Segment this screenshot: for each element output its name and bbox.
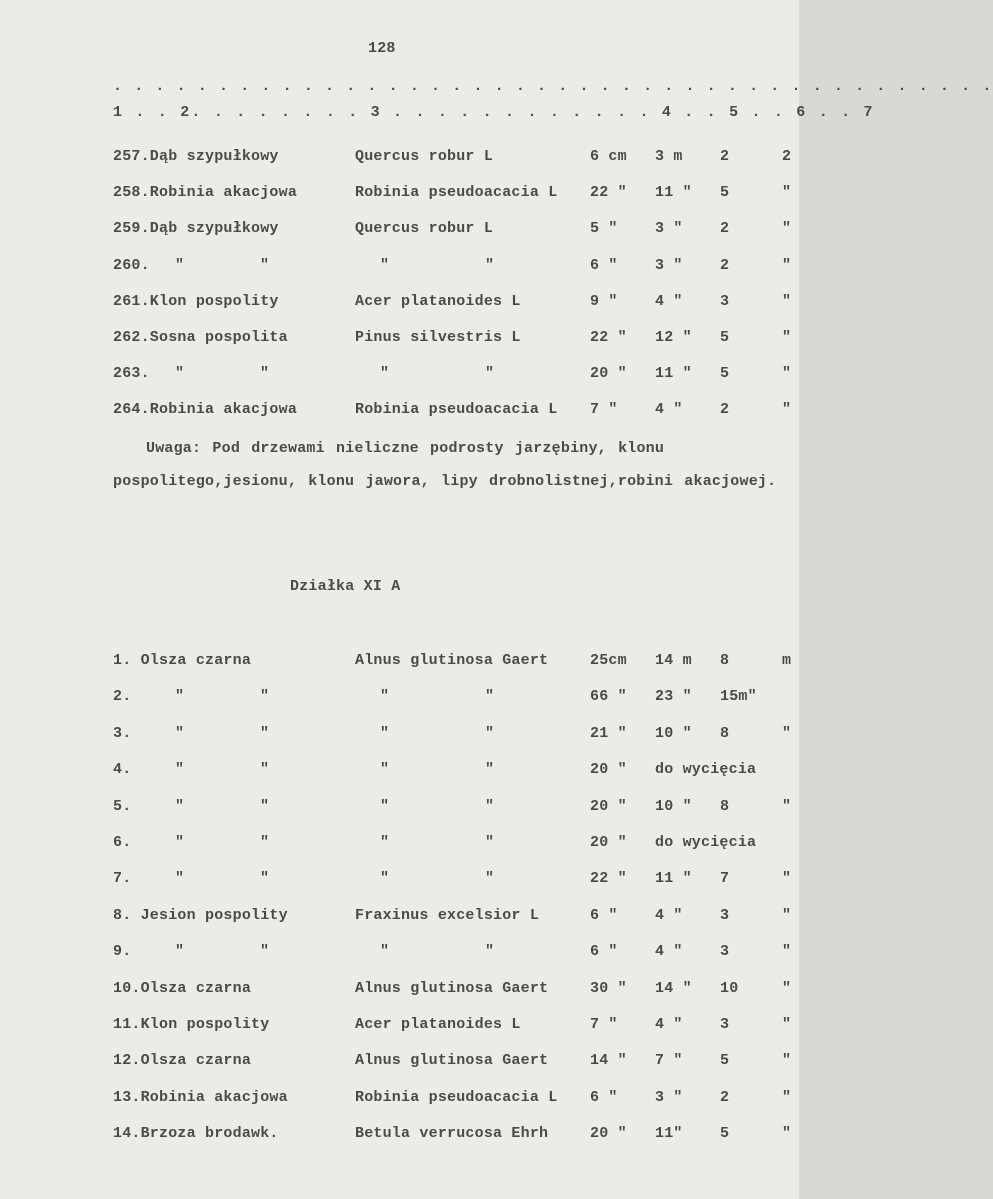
ditto-mark: ": [260, 870, 270, 888]
diameter: 20 ": [590, 834, 627, 851]
unit: ": [782, 724, 792, 742]
unit: ": [782, 870, 792, 888]
height: 4 ": [655, 401, 683, 419]
ditto-mark: ": [175, 365, 185, 383]
unit: ": [782, 797, 792, 815]
table-row: [0, 257, 799, 277]
latin-name: Robinia pseudoacacia L: [355, 401, 558, 419]
tree-name: 9.: [113, 943, 132, 961]
diameter: 25cm: [590, 652, 627, 669]
table-row: [0, 184, 799, 204]
ditto-mark: ": [380, 724, 390, 742]
tree-name: 258.Robinia akacjowa: [113, 184, 298, 202]
crown: 5: [720, 184, 730, 202]
height: 3 ": [655, 256, 683, 274]
tree-name: 2.: [113, 688, 132, 706]
ditto-mark: ": [380, 688, 390, 706]
height: 14 m: [655, 652, 692, 669]
table-row: [0, 725, 799, 745]
unit: ": [782, 401, 792, 419]
height: 3 ": [655, 220, 683, 238]
ditto-mark: ": [260, 365, 270, 383]
tree-name: 261.Klon pospolity: [113, 292, 279, 310]
page-number: 128: [368, 40, 396, 57]
crown: 2: [720, 1088, 730, 1106]
tree-name: 259.Dąb szypułkowy: [113, 220, 279, 238]
crown: 2: [720, 148, 730, 165]
crown: 5: [720, 1125, 730, 1143]
diameter: 66 ": [590, 688, 627, 706]
height: 11 ": [655, 184, 692, 202]
ditto-mark: ": [485, 688, 495, 706]
crown: 3: [720, 943, 730, 961]
height: 3 m: [655, 148, 683, 165]
latin-name: Betula verrucosa Ehrh: [355, 1125, 549, 1143]
height: 4 ": [655, 943, 683, 961]
height: 4 ": [655, 292, 683, 310]
ditto-mark: ": [260, 256, 270, 274]
height: 23 ": [655, 688, 692, 706]
unit: ": [782, 1088, 792, 1106]
ditto-mark: ": [485, 724, 495, 742]
ditto-mark: ": [260, 797, 270, 815]
table-row: [0, 688, 799, 708]
crown: 5: [720, 1052, 730, 1070]
diameter: 22 ": [590, 329, 627, 346]
ditto-mark: ": [260, 688, 270, 706]
latin-name: Acer platanoides L: [355, 1016, 521, 1033]
tree-name: 257.Dąb szypułkowy: [113, 148, 279, 165]
ditto-mark: ": [260, 943, 270, 961]
tree-name: 4.: [113, 761, 132, 779]
ditto-mark: ": [380, 797, 390, 815]
crown: 3: [720, 1016, 730, 1033]
ditto-mark: ": [380, 256, 390, 274]
ditto-mark: ": [175, 256, 185, 274]
diameter: 6 cm: [590, 148, 627, 165]
crown: 8: [720, 797, 730, 815]
table-row: [0, 1089, 799, 1109]
tree-name: 1. Olsza czarna: [113, 652, 252, 669]
latin-name: Alnus glutinosa Gaert: [355, 1052, 549, 1070]
diameter: 7 ": [590, 401, 618, 419]
crown: 5: [720, 365, 730, 383]
height: 12 ": [655, 329, 692, 346]
tree-name: 8. Jesion pospolity: [113, 906, 288, 924]
table-row: [0, 798, 799, 818]
crown: 8: [720, 652, 730, 669]
height: 11": [655, 1125, 683, 1143]
tree-name: 262.Sosna pospolita: [113, 329, 288, 346]
table-row: [0, 329, 799, 349]
unit: ": [782, 1125, 792, 1143]
unit: 2: [782, 148, 792, 165]
table-row: [0, 834, 799, 854]
ditto-mark: ": [380, 365, 390, 383]
unit: m: [782, 652, 792, 669]
ditto-mark: ": [485, 834, 495, 851]
table-row: [0, 1125, 799, 1145]
tree-name: 3.: [113, 724, 132, 742]
ditto-mark: ": [485, 870, 495, 888]
table-row: [0, 148, 799, 168]
diameter: 6 ": [590, 943, 618, 961]
ditto-mark: ": [175, 724, 185, 742]
unit: ": [782, 365, 792, 383]
tree-name: 260.: [113, 256, 150, 274]
table-row: [0, 943, 799, 963]
tree-name: 7.: [113, 870, 132, 888]
latin-name: Alnus glutinosa Gaert: [355, 652, 549, 669]
height: 4 ": [655, 906, 683, 924]
ditto-mark: ": [380, 834, 390, 851]
crown: 10: [720, 979, 739, 997]
table-row: [0, 1016, 799, 1036]
diameter: 14 ": [590, 1052, 627, 1070]
tree-name: 10.Olsza czarna: [113, 979, 252, 997]
diameter: 6 ": [590, 256, 618, 274]
unit: ": [782, 906, 792, 924]
diameter: 7 ": [590, 1016, 618, 1033]
table-row: [0, 870, 799, 890]
height: do wycięcia: [655, 834, 757, 851]
tree-name: 6.: [113, 834, 132, 851]
section-title: Działka XI A: [290, 578, 401, 595]
ditto-mark: ": [175, 943, 185, 961]
ditto-mark: ": [175, 761, 185, 779]
tree-name: 5.: [113, 797, 132, 815]
tree-name: 14.Brzoza brodawk.: [113, 1125, 279, 1143]
latin-name: Pinus silvestris L: [355, 329, 521, 346]
latin-name: Quercus robur L: [355, 148, 494, 165]
height: 10 ": [655, 724, 692, 742]
ditto-mark: ": [485, 797, 495, 815]
crown: 7: [720, 870, 730, 888]
height: 3 ": [655, 1088, 683, 1106]
ditto-mark: ": [380, 870, 390, 888]
crown: 2: [720, 220, 730, 238]
crown: 3: [720, 292, 730, 310]
height: do wycięcia: [655, 761, 757, 779]
table-row: [0, 401, 799, 421]
diameter: 22 ": [590, 870, 627, 888]
latin-name: Fraxinus excelsior L: [355, 906, 540, 924]
table-row: [0, 980, 799, 1000]
crown: 8: [720, 724, 730, 742]
ditto-mark: ": [485, 256, 495, 274]
diameter: 6 ": [590, 1088, 618, 1106]
unit: ": [782, 943, 792, 961]
diameter: 9 ": [590, 292, 618, 310]
diameter: 22 ": [590, 184, 627, 202]
height: 10 ": [655, 797, 692, 815]
height: 14 ": [655, 979, 692, 997]
crown: 2: [720, 401, 730, 419]
ditto-mark: ": [485, 365, 495, 383]
unit: ": [782, 1016, 792, 1033]
height: 4 ": [655, 1016, 683, 1033]
tree-name: 12.Olsza czarna: [113, 1052, 252, 1070]
diameter: 30 ": [590, 979, 627, 997]
unit: ": [782, 292, 792, 310]
ditto-mark: ": [380, 943, 390, 961]
diameter: 20 ": [590, 1125, 627, 1143]
unit: ": [782, 1052, 792, 1070]
unit: ": [782, 184, 792, 202]
ditto-mark: ": [260, 724, 270, 742]
height: 11 ": [655, 365, 692, 383]
latin-name: Quercus robur L: [355, 220, 494, 238]
column-header: 1 . . 2. . . . . . . . 3 . . . . . . . . . . . . 4 . . 5 . . 6 . . 7: [113, 104, 875, 121]
diameter: 20 ": [590, 365, 627, 383]
tree-name: 11.Klon pospolity: [113, 1016, 270, 1033]
unit: ": [782, 220, 792, 238]
table-row: [0, 1052, 799, 1072]
table-row: [0, 293, 799, 313]
diameter: 6 ": [590, 906, 618, 924]
diameter: 21 ": [590, 724, 627, 742]
tree-name: 13.Robinia akacjowa: [113, 1088, 288, 1106]
latin-name: Acer platanoides L: [355, 292, 521, 310]
ditto-mark: ": [380, 761, 390, 779]
ditto-mark: ": [260, 761, 270, 779]
height: 11 ": [655, 870, 692, 888]
ditto-mark: ": [175, 688, 185, 706]
table-row: [0, 761, 799, 781]
diameter: 20 ": [590, 797, 627, 815]
ditto-mark: ": [175, 797, 185, 815]
ditto-mark: ": [260, 834, 270, 851]
ditto-mark: ": [175, 870, 185, 888]
ditto-mark: ": [485, 943, 495, 961]
crown: 5: [720, 329, 730, 346]
ditto-mark: ": [175, 834, 185, 851]
note-paragraph: Uwaga: Pod drzewami nieliczne podrosty jarzębiny, klonu pospolitego,jesionu, klonu jawora, lipy drobnolistnej,robini akacjowej.: [113, 440, 777, 490]
dot-rule: . . . . . . . . . . . . . . . . . . . . . . . . . . . . . . . . . . . . . . . . . .: [113, 78, 993, 95]
unit: ": [782, 329, 792, 346]
crown: 2: [720, 256, 730, 274]
diameter: 5 ": [590, 220, 618, 238]
tree-name: 264.Robinia akacjowa: [113, 401, 298, 419]
latin-name: Robinia pseudoacacia L: [355, 184, 558, 202]
crown: 3: [720, 906, 730, 924]
table-row: [0, 220, 799, 240]
table-row: [0, 652, 799, 672]
height: 7 ": [655, 1052, 683, 1070]
table-row: [0, 365, 799, 385]
crown: 15m": [720, 688, 757, 706]
table-row: [0, 907, 799, 927]
unit: ": [782, 256, 792, 274]
diameter: 20 ": [590, 761, 627, 779]
tree-name: 263.: [113, 365, 150, 383]
ditto-mark: ": [485, 761, 495, 779]
latin-name: Robinia pseudoacacia L: [355, 1088, 558, 1106]
unit: ": [782, 979, 792, 997]
latin-name: Alnus glutinosa Gaert: [355, 979, 549, 997]
